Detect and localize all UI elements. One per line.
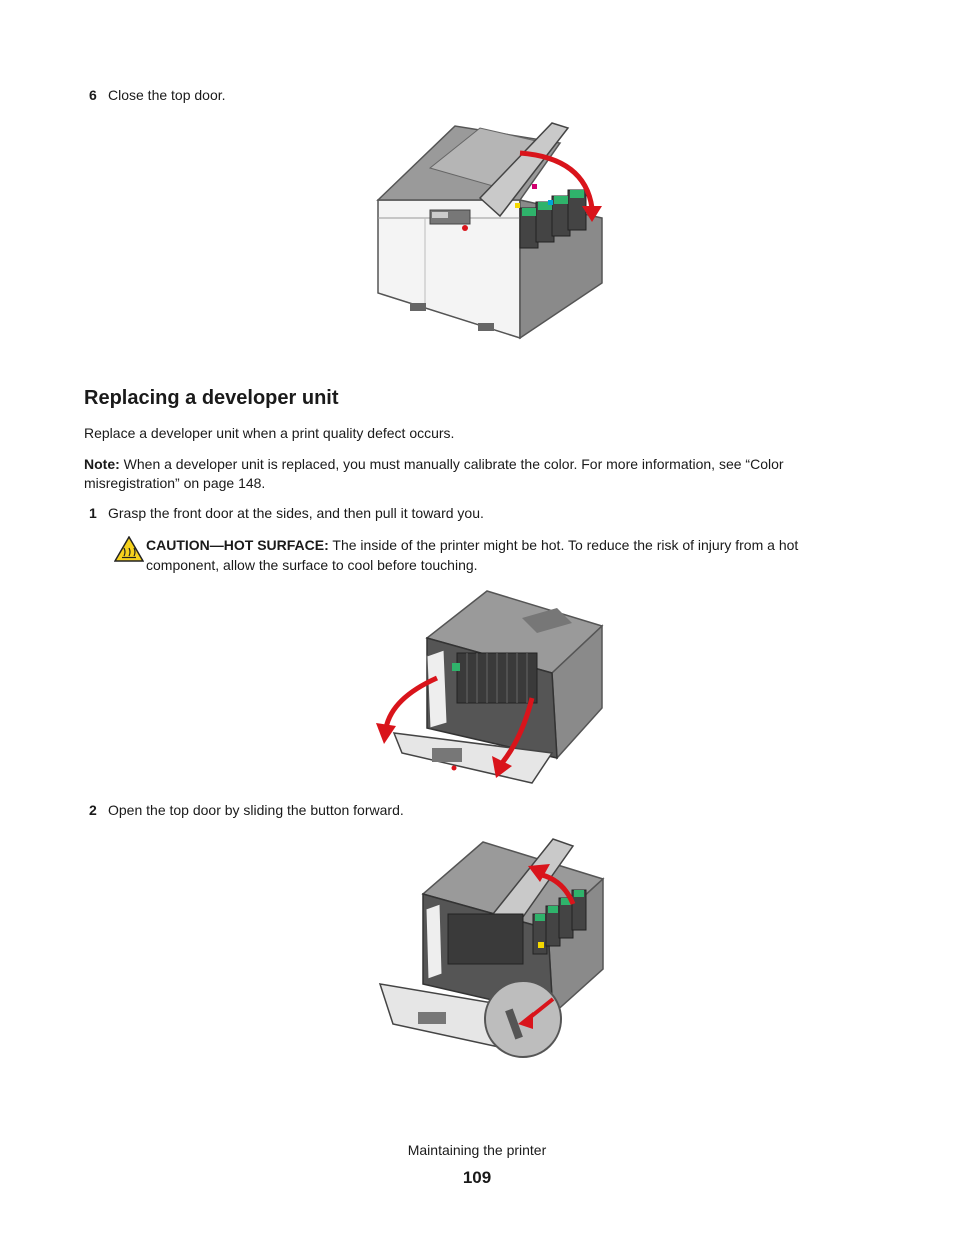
page-number: 109 (462, 1168, 492, 1187)
note-label: Note: (84, 456, 120, 472)
intro-paragraph: Replace a developer unit when a print quality defect occurs. (84, 425, 455, 441)
fuser-assembly (452, 653, 537, 703)
caution-label: CAUTION—HOT SURFACE: (146, 537, 329, 553)
step-number: 6 (89, 87, 97, 103)
printer-close-top-door-illustration (370, 118, 610, 350)
step-number: 1 (89, 505, 97, 521)
step-2 (89, 802, 404, 818)
step-6 (89, 87, 226, 103)
step-number: 2 (89, 802, 97, 818)
section-heading: Replacing a developer unit (84, 387, 339, 409)
footer-title: Maintaining the printer (407, 1142, 547, 1158)
caution-paragraph (146, 535, 866, 575)
printer-open-front-door-illustration (372, 588, 606, 788)
caution-text: The inside of the printer might be hot. To reduce the risk of injury from a hot component, allow the surface to cool before touching. (146, 537, 799, 573)
arrow-down-left-icon (376, 723, 396, 744)
note-text: When a developer unit is replaced, you must manually calibrate the color. For more information, see “Color misregistration” on page 148. (84, 456, 784, 491)
step-1 (89, 505, 484, 521)
hot-surface-warning-icon (114, 536, 144, 562)
step-text: Close the top door. (108, 87, 226, 103)
note-paragraph (84, 455, 864, 493)
step-text: Grasp the front door at the sides, and then pull it toward you. (108, 505, 484, 521)
step-text: Open the top door by sliding the button forward. (108, 802, 404, 818)
magnified-button-detail (485, 981, 561, 1057)
printer-open-top-door-illustration (378, 834, 606, 1062)
